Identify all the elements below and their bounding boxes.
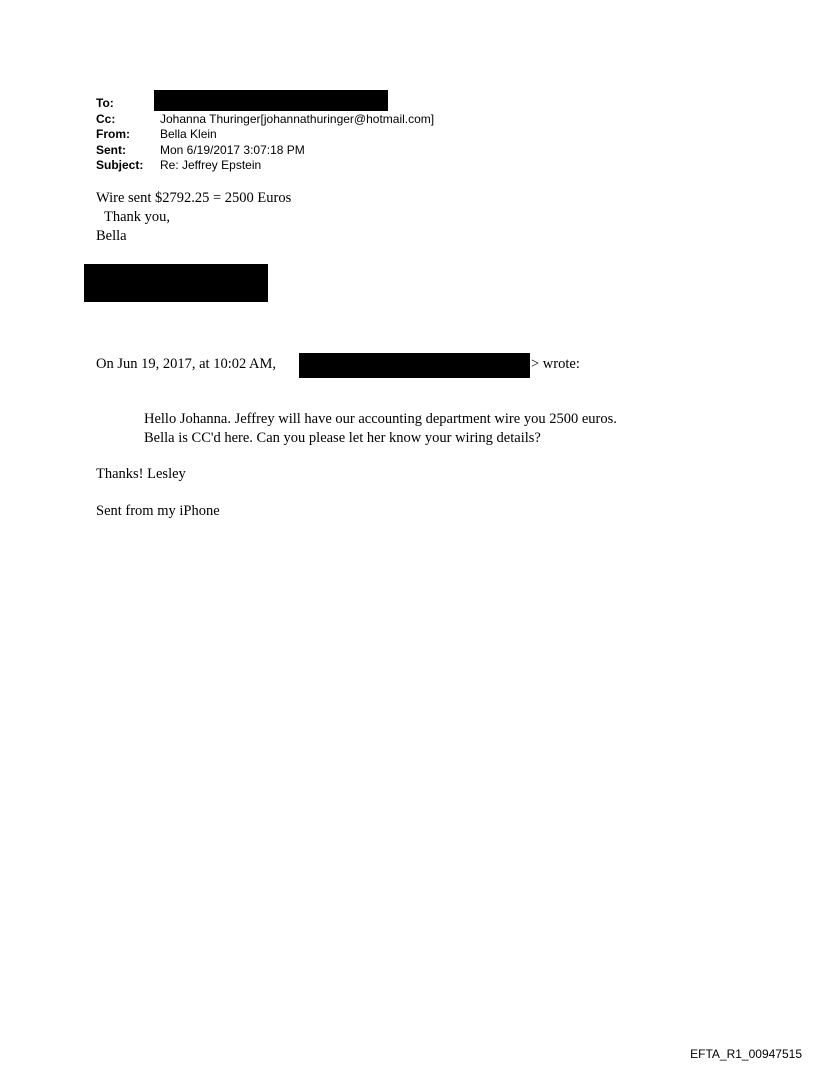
cc-value: Johanna Thuringer[johannathuringer@hotmail.com]	[160, 111, 435, 126]
cc-row	[96, 112, 434, 128]
quote-attribution-prefix: On Jun 19, 2017, at 10:02 AM,	[96, 356, 277, 372]
document-id: EFTA_R1_00947515	[690, 1047, 802, 1061]
quoted-signoff: Thanks! Lesley	[96, 466, 186, 482]
reply-line-1: Wire sent $2792.25 = 2500 Euros	[96, 190, 292, 206]
from-value: Bella Klein	[160, 127, 217, 141]
quote-attribution-suffix: > wrote:	[531, 356, 580, 372]
cc-label: Cc:	[96, 111, 116, 126]
sent-row	[96, 143, 434, 159]
to-label: To:	[96, 96, 114, 110]
from-row	[96, 127, 434, 143]
to-redaction	[154, 90, 388, 111]
reply-line-3: Bella	[96, 228, 127, 244]
sender-redaction	[299, 353, 530, 378]
sent-value: Mon 6/19/2017 3:07:18 PM	[160, 142, 305, 157]
subject-value: Re: Jeffrey Epstein	[160, 158, 262, 172]
reply-line-2: Thank you,	[104, 209, 171, 225]
quoted-signature: Sent from my iPhone	[96, 503, 220, 519]
subject-row	[96, 158, 434, 174]
sent-label: Sent:	[96, 142, 126, 157]
subject-label: Subject:	[96, 158, 144, 172]
signature-redaction	[84, 264, 268, 302]
from-label: From:	[96, 127, 130, 141]
quoted-message-line-2: Bella is CC'd here. Can you please let her know your wiring details?	[144, 430, 541, 446]
quoted-message-line-1: Hello Johanna. Jeffrey will have our accounting department wire you 2500 euros.	[144, 411, 617, 427]
